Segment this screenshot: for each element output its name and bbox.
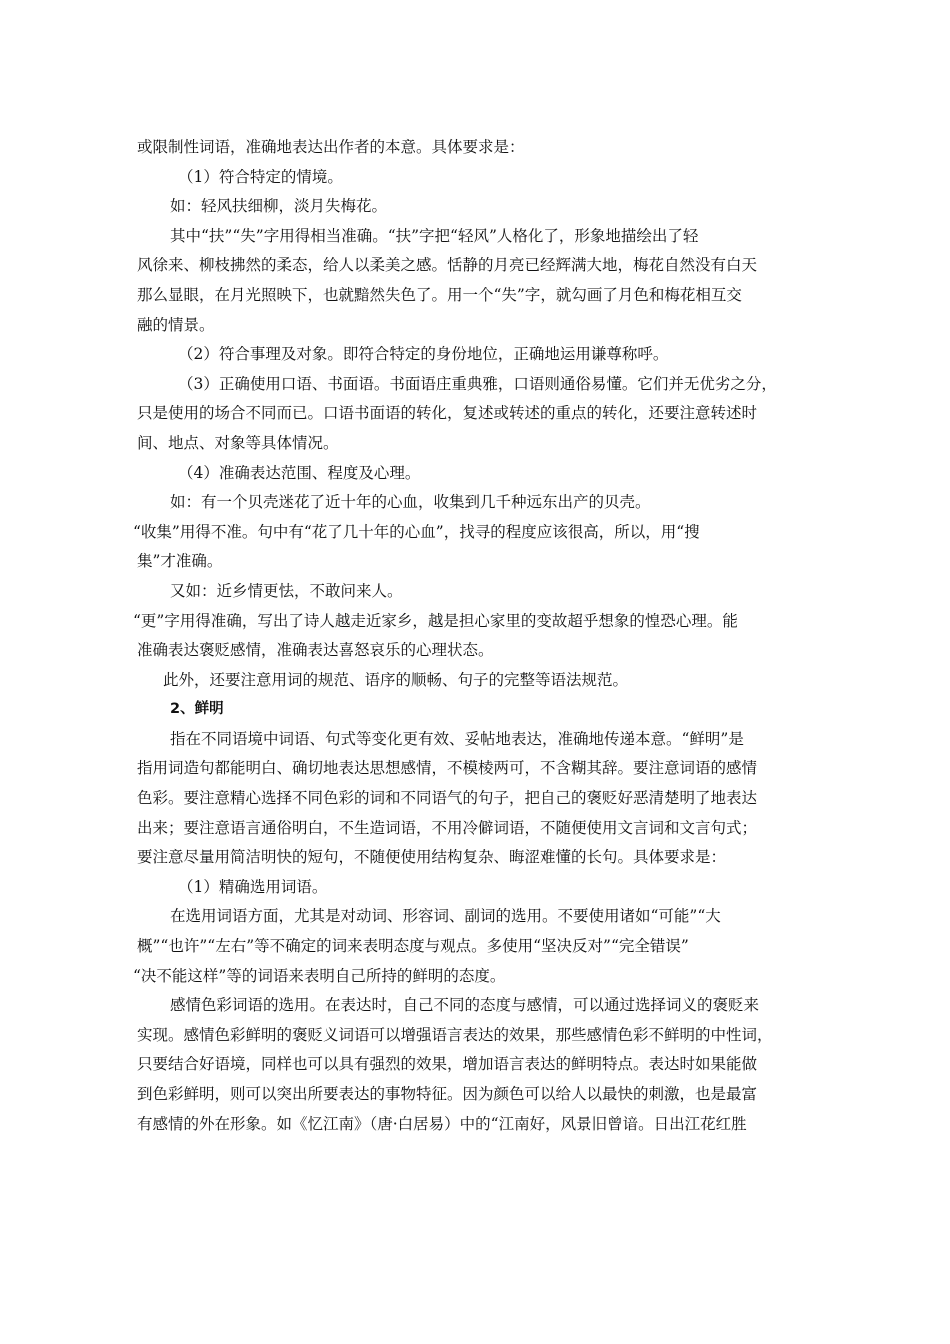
paragraph-start: 感情色彩词语的选用。在表达时，自己不同的态度与感情，可以通过选择词义的褒贬来 <box>170 996 760 1015</box>
text-line: 要注意尽量用简洁明快的短句，不随便使用结构复杂、晦涩难懂的长句。具体要求是： <box>137 848 727 867</box>
paragraph-start: 其中“扶”“失”字用得相当准确。“扶”字把“轻风”人格化了，形象地描绘出了轻 <box>170 226 699 245</box>
text-line: 那么显眼，在月光照映下，也就黯然失色了。用一个“失”字，就勾画了月色和梅花相互交 <box>137 285 742 304</box>
list-item: （1）精确选用词语。 <box>178 877 328 896</box>
example-line: 又如：近乡情更怯，不敢问来人。 <box>170 581 403 600</box>
document-body <box>133 133 827 1139</box>
section-heading: 2、鲜明 <box>170 701 224 718</box>
text-line: 间、地点、对象等具体情况。 <box>137 433 339 452</box>
text-line: 或限制性词语，准确地表达出作者的本意。具体要求是： <box>137 138 525 156</box>
list-item: （1）符合特定的情境。 <box>178 167 343 186</box>
text-line: 色彩。要注意精心选择不同色彩的词和不同语气的句子，把自己的褒贬好恶清楚明了地表达 <box>137 789 758 808</box>
text-line: “更”字用得准确，写出了诗人越走近家乡，越是担心家里的变故超乎想象的惶恐心理。能 <box>133 611 738 630</box>
text-line: 只是使用的场合不同而已。口语书面语的转化，复述或转述的重点的转化，还要注意转述时 <box>137 404 758 423</box>
text-line: 有感情的外在形象。如《忆江南》（唐·白居易）中的“江南好，风景旧曾谙。日出江花红胜 <box>137 1114 747 1133</box>
text-line: 风徐来、柳枝拂然的柔态，给人以柔美之感。恬静的月亮已经辉满大地，梅花自然没有白天 <box>137 256 758 275</box>
paragraph-start: 此外，还要注意用词的规范、语序的顺畅、句子的完整等语法规范。 <box>163 670 629 689</box>
list-item: （3）正确使用口语、书面语。书面语庄重典雅，口语则通俗易懂。它们并无优劣之分， <box>178 374 777 393</box>
text-line: 到色彩鲜明，则可以突出所要表达的事物特征。因为颜色可以给人以最快的刺激，也是最富 <box>137 1085 758 1103</box>
text-line: “决不能这样”等的词语来表明自己所持的鲜明的态度。 <box>133 966 506 985</box>
example-line: 如：有一个贝壳迷花了近十年的心血，收集到几千种远东出产的贝壳。 <box>170 493 651 512</box>
text-line: 指用词造句都能明白、确切地表达思想感情，不模棱两可，不含糊其辞。要注意词语的感情 <box>137 759 758 778</box>
text-line: 实现。感情色彩鲜明的褒贬义词语可以增强语言表达的效果，那些感情色彩不鲜明的中性词， <box>137 1025 773 1044</box>
text-line: 准确表达褒贬感情，准确表达喜怒哀乐的心理状态。 <box>137 641 494 660</box>
list-item: （2）符合事理及对象。即符合特定的身份地位，正确地运用谦尊称呼。 <box>178 345 669 364</box>
text-line: 融的情景。 <box>137 315 215 334</box>
list-item: （4）准确表达范围、程度及心理。 <box>178 463 421 482</box>
text-line: 只要结合好语境，同样也可以具有强烈的效果，增加语言表达的鲜明特点。表达时如果能做 <box>137 1055 758 1074</box>
text-line: 概”“也许”“左右”等不确定的词来表明态度与观点。多使用“坚决反对”“完全错误” <box>137 937 689 956</box>
paragraph-start: 在选用词语方面，尤其是对动词、形容词、副词的选用。不要使用诸如“可能”“大 <box>170 907 721 926</box>
text-line: 集”才准确。 <box>137 552 223 571</box>
text-line: 出来；要注意语言通俗明白，不生造词语，不用冷僻词语，不随便使用文言词和文言句式； <box>137 818 758 837</box>
paragraph-start: 指在不同语境中词语、句式等变化更有效、妥帖地表达，准确地传递本意。“鲜明”是 <box>170 729 744 748</box>
example-line: 如：轻风扶细柳，淡月失梅花。 <box>170 197 388 216</box>
text-line: “收集”用得不准。句中有“花了几十年的心血”，找寻的程度应该很高，所以，用“搜 <box>133 522 700 541</box>
